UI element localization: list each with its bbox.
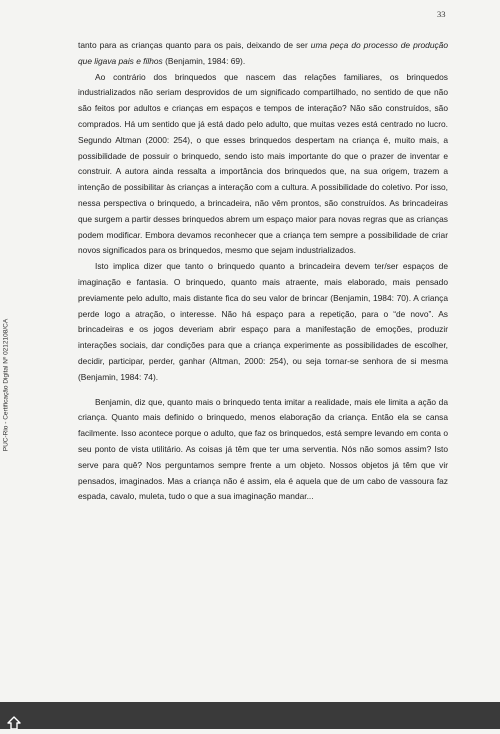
paragraph-3: Isto implica dizer que tanto o brinquedo quanto a brincadeira devem ter/ser espaços de imaginação e fantasia. O brinquedo, quanto mais atraente, mais elaborado, mais pensado previamente pelo adulto, mais distante fica do seu valor de brincar (Benjamin, 1984: 70). A criança perde logo a atração, o interesse. Não há espaço para a repetição, para o “de novo”. As brincadeiras e os jogos deveriam abrir espaço para a manifestação de emoções, produzir interações sociais, dar condições para que a criança experimente as possibilidades de escolher, decidir, participar, perder, ganhar (Altman, 2000: 254), ou seja tornar-se senhora de si mesma (Benjamin, 1984: 74). bbox=[78, 261, 448, 382]
paragraph-1-italic: uma peça do processo de produção que ligava pais e filhos bbox=[78, 40, 448, 66]
bottom-toolbar bbox=[0, 702, 500, 729]
paragraph-1 bbox=[78, 38, 448, 70]
paragraph-2: Ao contrário dos brinquedos que nascem das relações familiares, os brinquedos industrializados não seriam desprovidos de um significado compartilhado, no sentido de que não são feitos por adultos e crianças em espaços e tempos de interação? Não são construídos, são comprados. Há um sentido que já está dado pelo adulto, que muitas vezes está centrado no lucro. Segundo Altman (2000: 254), o que esses brinquedos despertam na criança é, muito mais, a possibilidade de possuir o brinquedo, sendo isto mais importante do que o prazer de inventar e construir. A autora ainda ressalta a importância dos brinquedos que, na sua origem, trazem a intenção de possibilitar às crianças a interação com a cultura. A possibilidade do coletivo. Por isso, nessa perspectiva o brinquedo, a brincadeira, não vêm prontos, são construídos. As brincadeiras que surgem a partir desses brinquedos abrem um espaço maior para novas regras que as crianças podem modificar. Embora devamos reconhecer que a criança tem sempre a possibilidade de criar novos significados para os brinquedos, mesmo que sejam industrializados. bbox=[78, 71, 448, 256]
paragraph-1-start: tanto para as crianças quanto para os pais, deixando de ser bbox=[78, 40, 311, 50]
scroll-up-icon[interactable] bbox=[7, 716, 21, 729]
document-body bbox=[78, 38, 448, 505]
paragraph-4: Benjamin, diz que, quanto mais o brinquedo tenta imitar a realidade, mais ele limita a ação da criança. Quanto mais definido o brinquedo, menos elaboração da criança. Então ela se cansa facilmente. Isso acontece porque o adulto, que faz os brinquedos, está sempre levando em conta o seu ponto de vista utilitário. As coisas já têm que ter uma serventia. Nós não somos assim? Isto serve para quê? Nos perguntamos sempre frente a um objeto. Nossos objetos já têm que vir pensados, imaginados. Mas a criança não é assim, ela é aquela que de um cabo de vassoura faz espada, cavalo, muleta, tudo o que a sua imaginação mandar... bbox=[78, 396, 448, 502]
certification-stamp: PUC-Rio - Certificação Digital Nº 0212108/CA bbox=[2, 318, 10, 452]
paragraph-1-end: (Benjamin, 1984: 69). bbox=[162, 55, 246, 66]
page-number: 33 bbox=[437, 9, 446, 19]
